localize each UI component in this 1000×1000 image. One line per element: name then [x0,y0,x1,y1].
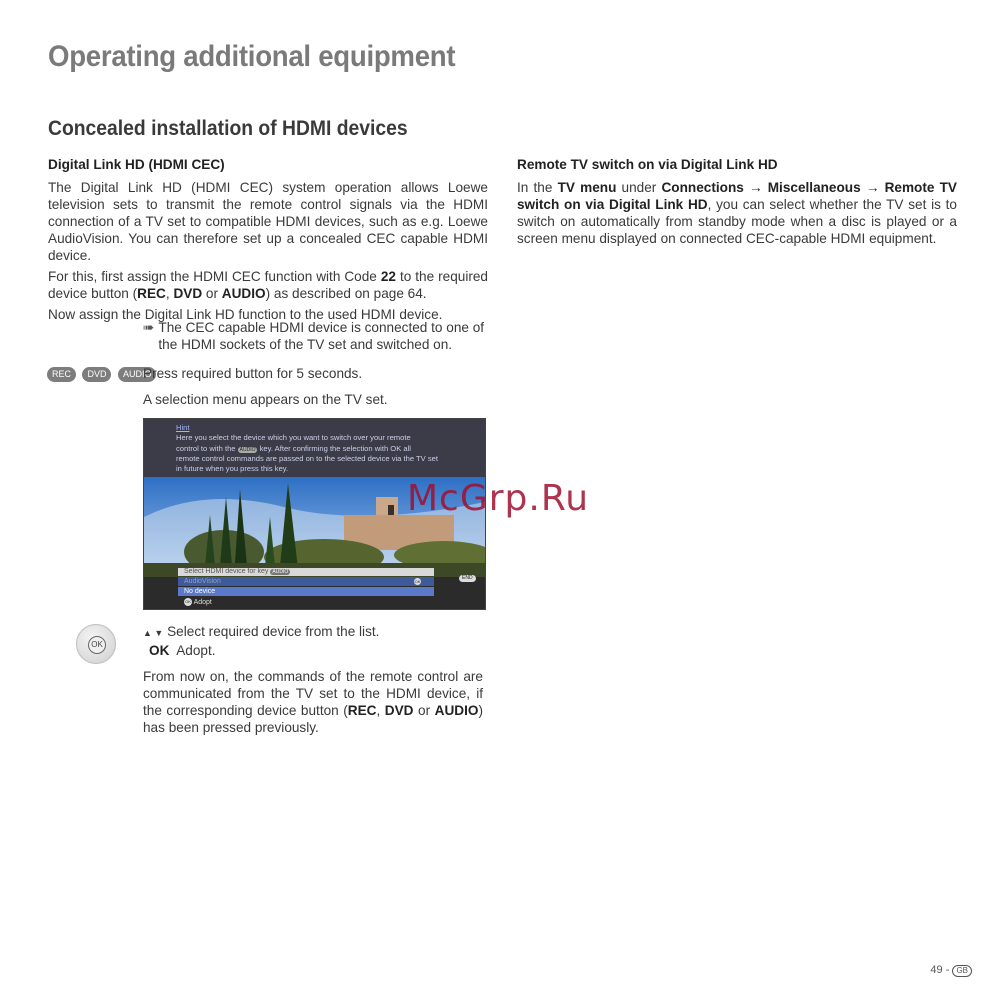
select-device-step: ▲ ▼ Select required device from the list. [143,624,380,639]
assign-function-paragraph: Now assign the Digital Link HD function to the used HDMI device. [48,307,443,322]
ok-icon: OK [88,636,106,654]
precondition-bullet [143,319,488,353]
dvd-key-icon: DVD [82,367,111,382]
right-column [517,156,957,251]
adopt-step: OK Adopt. [149,643,216,658]
page-title: Operating additional equipment [48,40,456,73]
remote-control-pad-icon [76,624,116,664]
ok-icon: OK [414,579,421,584]
audio-key-icon: AUDIO [272,569,289,575]
menu-title: Select HDMI device for key AUDIO [178,568,434,576]
page-number: 49 - [930,964,953,976]
intro-paragraph: The Digital Link HD (HDMI CEC) system operation allows Loewe television sets to transmit the remote control signals via the HDMI connection of a TV set to compatible HDMI devices, such as e.g. Loewe AudioVision. You can therefore set up a concealed CEC capable HDMI device. [48,180,488,263]
watermark: McGrp.Ru [407,478,590,519]
precondition-text: The CEC capable HDMI device is connected to one of the HDMI sockets of the TV set and switched on. [158,320,485,352]
step-press-button: Press required button for 5 seconds. [143,366,363,381]
left-column [48,156,488,327]
arrow-icon: ➠ [143,320,155,335]
end-button[interactable]: END [459,575,476,582]
step-menu-appears: A selection menu appears on the TV set. [143,392,388,407]
adopt-hint: OK Adopt [185,598,212,606]
page-footer [930,964,972,977]
digital-link-subhead: Digital Link HD (HDMI CEC) [48,157,225,172]
code-value: 22 [380,269,396,284]
audio-key-icon: AUDIO [239,446,256,453]
language-badge: GB [952,965,972,977]
final-paragraph: From now on, the commands of the remote control are communicated from the TV set to the HDMI device, if the corresponding device button (REC, DVD or AUDIO) has been pressed previously. [143,669,483,735]
rec-key-icon: REC [47,367,76,382]
assign-paragraph: For this, first assign the HDMI CEC function with Code 22 to the required device button (REC, DVD or AUDIO) as described on page 64. [48,269,488,301]
ok-icon: OK [185,599,191,604]
hint-title: Hint [176,423,190,432]
audio-key-icon: AUDIO [118,367,157,382]
device-keys [47,366,158,384]
option-no-device[interactable]: No device [178,587,434,596]
tv-selection-menu [144,567,485,609]
remote-switch-subhead: Remote TV switch on via Digital Link HD [517,157,778,172]
up-down-arrows-icon: ▲ ▼ [143,628,164,638]
remote-switch-paragraph: In the TV menu under Connections → Miscellaneous → Remote TV switch on via Digital Link HD, you can select whether the TV set is to switch on automatically from standby mode when a disc is played or a screen menu displayed on connected CEC-capable HDMI equipment. [517,180,957,246]
option-audiovision[interactable]: AudioVision [178,577,434,586]
section-title: Concealed installation of HDMI devices [48,117,408,140]
tv-hint-box: Hint Here you select the device which you want to switch over your remote control to with the AUDIO key. After confirming the selection with OK all remote control commands are passed on to the selected device via the TV set in future when you press this key. [144,419,485,477]
